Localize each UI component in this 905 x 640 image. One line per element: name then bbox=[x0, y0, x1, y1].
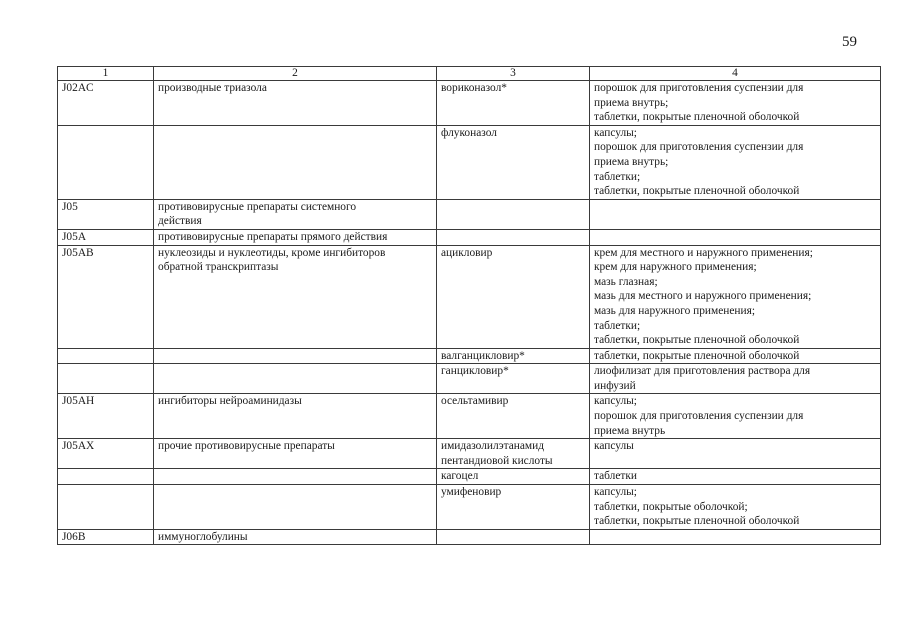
drug-name-cell: вориконазол* bbox=[437, 81, 590, 126]
dosage-forms-cell bbox=[590, 485, 881, 530]
drug-name-cell bbox=[437, 229, 590, 245]
table-row bbox=[58, 469, 881, 485]
dosage-form-line: таблетки, покрытые пленочной оболочкой bbox=[594, 111, 800, 124]
dosage-form-line: порошок для приготовления суспензии для bbox=[594, 82, 804, 94]
dosage-forms-cell bbox=[590, 394, 881, 439]
dosage-forms-cell bbox=[590, 439, 881, 469]
drug-name-cell: ганцикловир* bbox=[437, 364, 590, 394]
table-row bbox=[58, 364, 881, 394]
dosage-form-line: инфузий bbox=[594, 379, 636, 392]
table-row bbox=[58, 485, 881, 530]
drug-name-cell: умифеновир bbox=[437, 485, 590, 530]
atc-code-cell: J05AH bbox=[58, 394, 154, 439]
drug-name-line: пентандиовой кислоты bbox=[441, 454, 553, 467]
table-row bbox=[58, 229, 881, 245]
dosage-form-line: капсулы bbox=[594, 440, 634, 453]
table-row bbox=[58, 81, 881, 126]
group-cell bbox=[154, 245, 437, 348]
table-row bbox=[58, 199, 881, 229]
group-cell: прочие противовирусные препараты bbox=[154, 439, 437, 469]
drug-name-line: имидазолилэтанамид bbox=[441, 440, 545, 453]
group-cell: производные триазола bbox=[154, 81, 437, 126]
atc-code-cell: J05AB bbox=[58, 245, 154, 348]
group-cell bbox=[154, 199, 437, 229]
dosage-form-line: капсулы; bbox=[594, 486, 637, 499]
dosage-form-line: таблетки bbox=[594, 470, 638, 483]
atc-code-cell: J02AC bbox=[58, 81, 154, 126]
dosage-forms-cell bbox=[590, 199, 881, 229]
dosage-form-line: таблетки, покрытые пленочной оболочкой bbox=[594, 349, 800, 362]
drug-table bbox=[57, 66, 881, 545]
dosage-form-line: лиофилизат для приготовления раствора для bbox=[594, 365, 811, 378]
table-row bbox=[58, 245, 881, 348]
column-header: 4 bbox=[590, 67, 881, 81]
dosage-forms-cell bbox=[590, 229, 881, 245]
atc-code-cell bbox=[58, 125, 154, 199]
group-cell bbox=[154, 485, 437, 530]
drug-name-cell bbox=[437, 529, 590, 545]
header-row bbox=[58, 67, 881, 81]
dosage-form-line: приема внутрь bbox=[594, 424, 666, 437]
group-cell bbox=[154, 348, 437, 364]
dosage-forms-cell bbox=[590, 348, 881, 364]
atc-code-cell bbox=[58, 348, 154, 364]
group-cell: иммуноглобулины bbox=[154, 529, 437, 545]
dosage-form-line: таблетки, покрытые пленочной оболочкой bbox=[594, 185, 800, 198]
drug-name-cell: ацикловир bbox=[437, 245, 590, 348]
dosage-form-line: порошок для приготовления суспензии для bbox=[594, 410, 804, 423]
dosage-form-line: таблетки; bbox=[594, 319, 641, 332]
group-cell bbox=[154, 364, 437, 394]
dosage-form-line: порошок для приготовления суспензии для bbox=[594, 141, 804, 154]
dosage-form-line: мазь для наружного применения; bbox=[594, 304, 756, 317]
dosage-form-line: капсулы; bbox=[594, 126, 637, 139]
dosage-form-line: приема внутрь; bbox=[594, 155, 669, 168]
table-row bbox=[58, 529, 881, 545]
page-number: 59 bbox=[842, 34, 857, 50]
atc-code-cell bbox=[58, 364, 154, 394]
dosage-forms-cell bbox=[590, 364, 881, 394]
table-row bbox=[58, 125, 881, 199]
column-header: 2 bbox=[154, 67, 437, 81]
drug-name-cell bbox=[437, 199, 590, 229]
drug-name-cell: осельтамивир bbox=[437, 394, 590, 439]
dosage-form-line: крем для местного и наружного применения; bbox=[594, 246, 813, 259]
group-cell bbox=[154, 469, 437, 485]
group-cell: ингибиторы нейроаминидазы bbox=[154, 394, 437, 439]
dosage-form-line: таблетки, покрытые пленочной оболочкой bbox=[594, 515, 800, 528]
drug-name-cell bbox=[437, 439, 590, 469]
drug-name-cell: кагоцел bbox=[437, 469, 590, 485]
atc-code-cell: J06B bbox=[58, 529, 154, 545]
table-row bbox=[58, 348, 881, 364]
dosage-form-line: таблетки, покрытые пленочной оболочкой bbox=[594, 334, 800, 347]
atc-code-cell bbox=[58, 469, 154, 485]
dosage-form-line: мазь для местного и наружного применения; bbox=[594, 290, 812, 303]
atc-code-cell bbox=[58, 485, 154, 530]
dosage-form-line: крем для наружного применения; bbox=[594, 261, 757, 274]
dosage-forms-cell bbox=[590, 125, 881, 199]
dosage-forms-cell bbox=[590, 469, 881, 485]
dosage-forms-cell bbox=[590, 529, 881, 545]
dosage-form-line: таблетки; bbox=[594, 170, 641, 183]
column-header: 1 bbox=[58, 67, 154, 81]
dosage-forms-cell bbox=[590, 81, 881, 126]
group-cell bbox=[154, 125, 437, 199]
dosage-forms-cell bbox=[590, 245, 881, 348]
drug-name-cell: валганцикловир* bbox=[437, 348, 590, 364]
dosage-form-line: капсулы; bbox=[594, 395, 637, 408]
group-line: действия bbox=[158, 215, 202, 228]
group-line: обратной транскриптазы bbox=[158, 261, 279, 274]
atc-code-cell: J05AX bbox=[58, 439, 154, 469]
group-line: противовирусные препараты системного bbox=[158, 200, 357, 213]
drug-name-cell: флуконазол bbox=[437, 125, 590, 199]
table-row bbox=[58, 394, 881, 439]
dosage-form-line: приема внутрь; bbox=[594, 96, 669, 109]
atc-code-cell: J05 bbox=[58, 199, 154, 229]
group-line: нуклеозиды и нуклеотиды, кроме ингибиторов bbox=[158, 246, 386, 259]
dosage-form-line: мазь глазная; bbox=[594, 275, 658, 288]
atc-code-cell: J05A bbox=[58, 229, 154, 245]
dosage-form-line: таблетки, покрытые оболочкой; bbox=[594, 500, 748, 513]
table-row bbox=[58, 439, 881, 469]
column-header: 3 bbox=[437, 67, 590, 81]
group-cell: противовирусные препараты прямого действия bbox=[154, 229, 437, 245]
